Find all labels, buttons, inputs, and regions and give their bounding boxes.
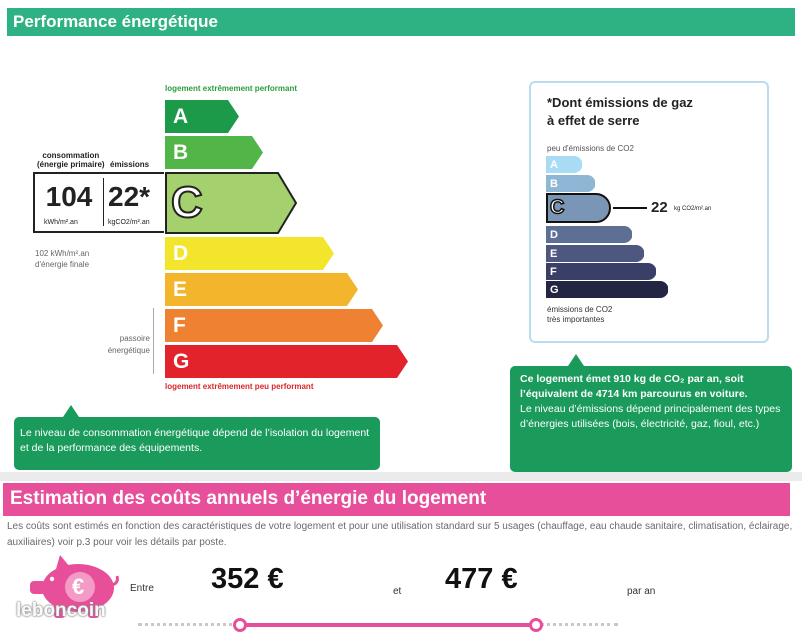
passoire-bracket <box>153 308 154 374</box>
ges-bar-c <box>546 193 611 223</box>
piggy-euro-symbol: € <box>72 574 85 599</box>
ges-bottom-label: émissions de CO2 très importantes <box>547 305 613 324</box>
consumption-info-text: Le niveau de consommation énergétique dépend de l’isolation du logement et de la performance des équipements. <box>20 427 370 454</box>
dpe-letter-b: B <box>173 140 189 164</box>
emissions-info-plain: Le niveau d’émissions dépend principalement des types d’énergies utilisées (bois, électricité, gaz, fioul, etc.) <box>520 403 781 430</box>
leboncoin-watermark: leboncoin <box>16 600 106 621</box>
dpe-letter-d: D <box>173 241 189 265</box>
costs-header <box>3 483 790 516</box>
ges-letter-c: C <box>550 196 565 219</box>
emissions-info-bubble <box>510 366 792 472</box>
ges-title: *Dont émissions de gaz à effet de serre <box>547 95 693 128</box>
costs-description: Les coûts sont estimés en fonction des caractéristiques de votre logement et pour une utilisation standard sur 5 usages (chauffage, eau chaude sanitaire, climatisation, éclairage, auxiliaires) voir p.3 pour voir les détails par poste. <box>7 521 793 548</box>
dpe-bar-g <box>165 345 409 378</box>
performance-title: Performance énergétique <box>13 12 219 31</box>
dpe-letter-e: E <box>173 277 188 301</box>
passoire-label: passoire énergétique <box>107 334 150 355</box>
dpe-letter-a: A <box>173 104 189 128</box>
dpe-bar-e <box>165 273 359 306</box>
final-energy: 102 kWh/m².an d'énergie finale <box>35 249 90 269</box>
dpe-letter-g: G <box>173 349 190 373</box>
dpe-bar-d <box>165 237 335 270</box>
ges-pointer-line <box>613 207 647 209</box>
bubble-left-tail <box>63 405 79 417</box>
ges-letter-a: A <box>550 158 558 171</box>
ges-bar-g <box>546 281 668 298</box>
bubble-right-tail <box>568 354 584 366</box>
dpe-letter-f: F <box>173 313 186 337</box>
min-cost: 352 € <box>211 563 284 595</box>
ges-bar-d <box>546 226 632 243</box>
value-divider <box>103 178 104 226</box>
dpe-bottom-label: logement extrêmement peu performant <box>165 382 314 391</box>
ges-unit: kg CO2/m².an <box>674 206 712 212</box>
consumption-unit: kWh/m².an <box>44 219 78 226</box>
dpe-top-label: logement extrêmement performant <box>165 84 298 93</box>
emissions-info-bold: Ce logement émet 910 kg de CO₂ par an, soit l’équivalent de 4714 km parcourus en voiture. <box>520 373 748 400</box>
label-and: et <box>393 586 402 597</box>
emissions-label: émissions <box>110 160 150 169</box>
cost-range-min-handle <box>233 618 247 632</box>
cost-range-max-handle <box>529 618 543 632</box>
performance-header <box>7 8 795 36</box>
max-cost: 477 € <box>445 563 518 595</box>
emissions-unit: kgCO2/m².an <box>108 219 150 226</box>
costs-title: Estimation des coûts annuels d’énergie du logement <box>10 488 487 509</box>
ges-bar-b <box>546 175 595 192</box>
label-between: Entre <box>130 583 154 594</box>
ges-letter-e: E <box>550 247 558 260</box>
section-divider <box>0 472 802 481</box>
emissions-value: 22* <box>108 181 151 212</box>
ges-value: 22 <box>651 199 668 216</box>
consumption-info-bubble <box>14 417 380 470</box>
consumption-label: consommation (énergie primaire) <box>37 151 105 169</box>
ges-bar-f <box>546 263 656 280</box>
ges-letter-f: F <box>550 265 557 278</box>
label-per-year: par an <box>627 586 656 597</box>
ges-bar-a <box>546 156 582 173</box>
ges-top-label: peu d'émissions de CO2 <box>547 144 634 153</box>
cost-range-fill <box>240 623 536 627</box>
ges-bar-e <box>546 245 644 262</box>
ges-letter-b: B <box>550 177 558 190</box>
dpe-letter-c: C <box>171 178 203 227</box>
ges-letter-d: D <box>550 228 558 241</box>
dpe-bar-a <box>165 100 240 133</box>
ges-letter-g: G <box>550 283 559 296</box>
dpe-bar-f <box>165 309 384 342</box>
dpe-bar-b <box>165 136 264 169</box>
dpe-bar-c <box>165 172 298 234</box>
consumption-value: 104 <box>45 181 93 212</box>
